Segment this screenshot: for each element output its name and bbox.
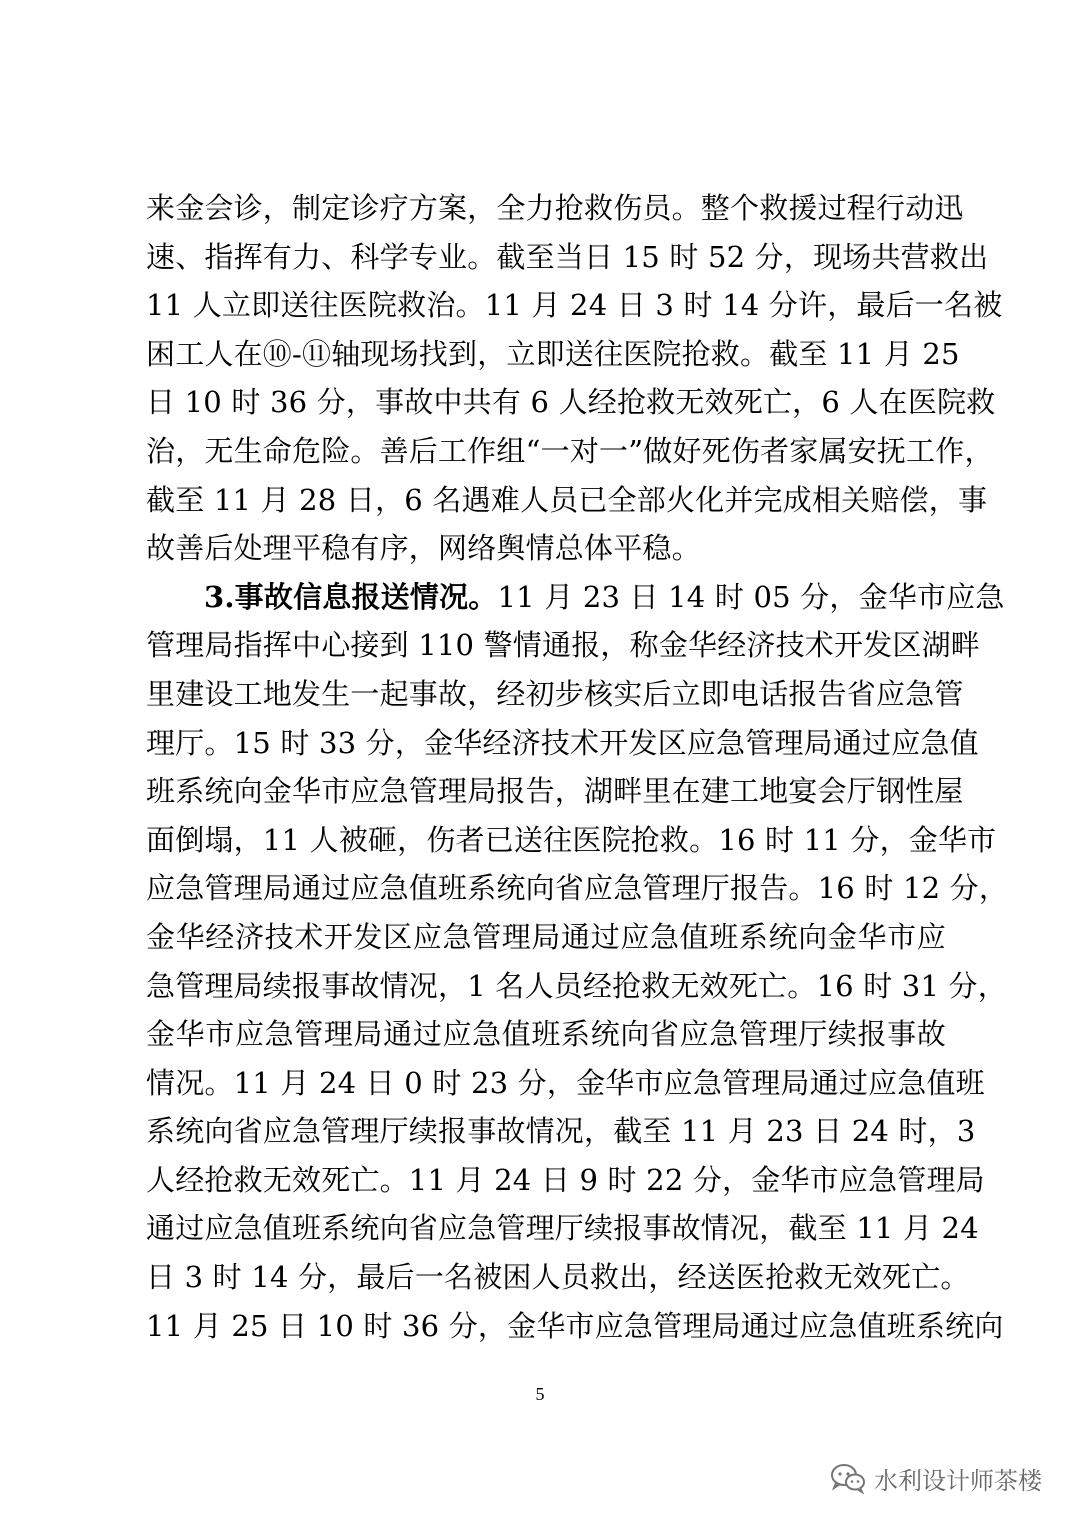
text-line: 困工人在⑩-⑪轴现场找到，立即送往医院抢救。截至 11 月 25 (146, 336, 960, 371)
section-heading: 3.事故信息报送情况。 (204, 579, 498, 614)
text-line: 情况。11 月 24 日 0 时 23 分，金华市应急管理局通过应急值班 (146, 1065, 985, 1100)
page-number: 5 (535, 1384, 545, 1404)
text-line: 截至 11 月 28 日，6 名遇难人员已全部火化并完成相关赔偿，事 (146, 482, 988, 517)
text-line: 应急管理局通过应急值班系统向省应急管理厅报告。16 时 12 分， (146, 871, 1009, 906)
text-line: 急管理局续报事故情况，1 名人员经抢救无效死亡。16 时 31 分， (146, 968, 1007, 1003)
text-line: 理厅。15 时 33 分，金华经济技术开发区应急管理局通过应急值 (146, 725, 979, 760)
text-line: 11 月 25 日 10 时 36 分，金华市应急管理局通过应急值班系统向 (146, 1308, 1004, 1343)
text-line: 11 人立即送往医院救治。11 月 24 日 3 时 14 分许，最后一名被 (146, 288, 1003, 323)
text-line-rest: 11 月 23 日 14 时 05 分，金华市应急 (497, 579, 1005, 614)
body-text (146, 184, 1009, 1350)
text-line: 速、指挥有力、科学专业。截至当日 15 时 52 分，现场共营救出 (146, 239, 989, 274)
text-line: 通过应急值班系统向省应急管理厅续报事故情况，截至 11 月 24 (146, 1211, 979, 1246)
text-line: 日 3 时 14 分，最后一名被困人员救出，经送医抢救无效死亡。 (146, 1260, 970, 1295)
text-line: 系统向省应急管理厅续报事故情况，截至 11 月 23 日 24 时，3 (146, 1114, 976, 1149)
paragraph-heading-line (146, 573, 1005, 622)
text-line: 日 10 时 36 分，事故中共有 6 人经抢救无效死亡，6 人在医院救 (146, 385, 996, 420)
text-line: 治，无生命危险。善后工作组“一对一”做好死伤者家属安抚工作， (146, 433, 994, 468)
watermark (830, 1458, 1042, 1498)
text-line: 人经抢救无效死亡。11 月 24 日 9 时 22 分，金华市应急管理局 (146, 1162, 985, 1197)
wechat-icon (830, 1463, 866, 1493)
text-line: 班系统向金华市应急管理局报告，湖畔里在建工地宴会厅钢性屋 (146, 774, 964, 809)
text-line: 金华市应急管理局通过应急值班系统向省应急管理厅续报事故 (146, 1017, 946, 1052)
text-line: 金华经济技术开发区应急管理局通过应急值班系统向金华市应 (146, 919, 946, 954)
text-line: 管理局指挥中心接到 110 警情通报，称金华经济技术开发区湖畔 (146, 628, 980, 663)
text-line: 故善后处理平稳有序，网络舆情总体平稳。 (146, 531, 701, 566)
text-line: 来金会诊，制定诊疗方案，全力抢救伤员。整个救援过程行动迅 (146, 191, 964, 225)
text-line: 里建设工地发生一起事故，经初步核实后立即电话报告省应急管 (146, 676, 964, 711)
watermark-text: 水利设计师茶楼 (874, 1466, 1042, 1495)
text-line: 面倒塌，11 人被砸，伤者已送往医院抢救。16 时 11 分，金华市 (146, 822, 997, 857)
